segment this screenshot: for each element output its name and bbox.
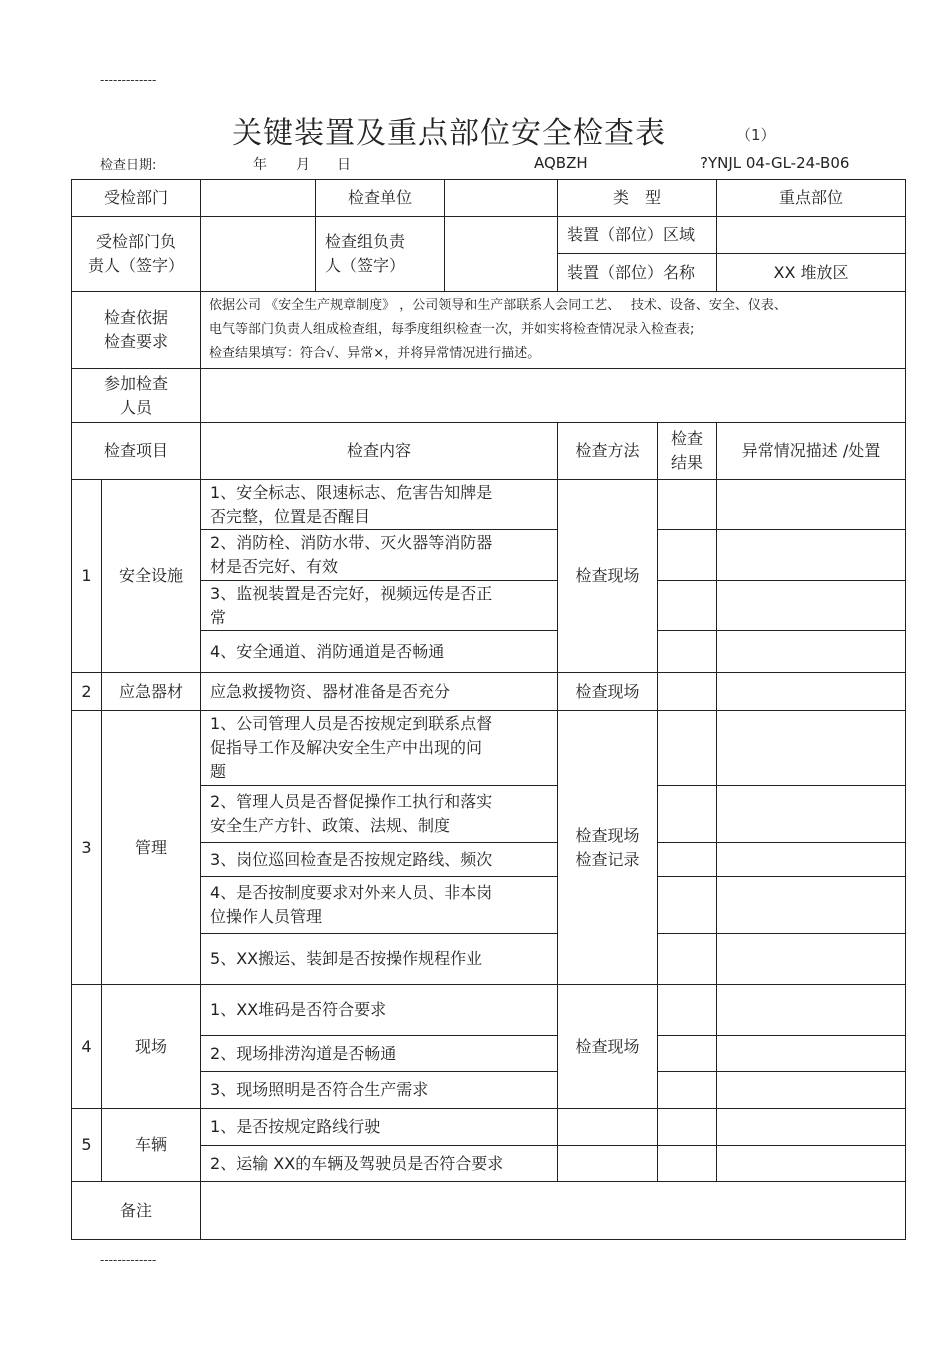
section-name: 管理 bbox=[102, 711, 201, 985]
abnormal-cell[interactable] bbox=[717, 673, 906, 711]
result-cell[interactable] bbox=[658, 631, 717, 673]
section-number: 1 bbox=[72, 480, 102, 673]
abnormal-cell[interactable] bbox=[717, 934, 906, 985]
check-item: 4、安全通道、消防通道是否畅通 bbox=[201, 631, 558, 673]
basis-text bbox=[201, 292, 906, 369]
month-label: 月 bbox=[296, 157, 310, 173]
result-cell[interactable] bbox=[658, 1109, 717, 1146]
check-item: 应急救援物资、器材准备是否充分 bbox=[201, 673, 558, 711]
participants-value-cell[interactable] bbox=[201, 369, 906, 423]
group-head-signature-cell[interactable] bbox=[445, 217, 558, 292]
basis-line: 依据公司 《安全生产规章制度》 ，公司领导和生产部联系人会同工艺、 技术、设备、安全、仪表、 bbox=[209, 298, 787, 313]
abnormal-cell[interactable] bbox=[717, 786, 906, 843]
name-value: XX 堆放区 bbox=[717, 254, 906, 292]
col-header-item: 检查项目 bbox=[72, 423, 201, 480]
result-cell[interactable] bbox=[658, 1072, 717, 1109]
result-cell[interactable] bbox=[658, 1036, 717, 1072]
abnormal-cell[interactable] bbox=[717, 480, 906, 530]
dept-head-label: 受检部门负 责人（签字） bbox=[72, 217, 201, 292]
check-item: 3、现场照明是否符合生产需求 bbox=[201, 1072, 558, 1109]
result-cell[interactable] bbox=[658, 530, 717, 581]
result-cell[interactable] bbox=[658, 581, 717, 631]
record-number: ?YNJL 04-GL-24-B06 bbox=[700, 154, 850, 172]
check-item: 2、现场排涝沟道是否畅通 bbox=[201, 1036, 558, 1072]
section-name: 现场 bbox=[102, 985, 201, 1109]
group-head-label: 检查组负责 人（签字） bbox=[316, 217, 445, 292]
basis-line: 电气等部门负责人组成检查组，每季度组织检查一次，并如实将检查情况录入检查表; bbox=[209, 322, 695, 337]
check-item: 2、运输 XX的车辆及驾驶员是否符合要求 bbox=[201, 1146, 558, 1182]
abnormal-cell[interactable] bbox=[717, 1109, 906, 1146]
result-cell[interactable] bbox=[658, 877, 717, 934]
date-label: 检查日期: bbox=[100, 158, 157, 173]
abnormal-cell[interactable] bbox=[717, 1036, 906, 1072]
result-cell[interactable] bbox=[658, 1146, 717, 1182]
col-header-abnormal: 异常情况描述 /处置 bbox=[717, 423, 906, 480]
check-item: 1、安全标志、限速标志、危害告知牌是 否完整，位置是否醒目 bbox=[201, 480, 558, 530]
check-item: 1、XX堆码是否符合要求 bbox=[201, 985, 558, 1036]
check-method-cell[interactable] bbox=[558, 1109, 658, 1146]
top-separator: ------------- bbox=[100, 73, 157, 87]
participants-label: 参加检查 人员 bbox=[72, 369, 201, 423]
abnormal-cell[interactable] bbox=[717, 1146, 906, 1182]
result-cell[interactable] bbox=[658, 673, 717, 711]
abnormal-cell[interactable] bbox=[717, 877, 906, 934]
section-number: 2 bbox=[72, 673, 102, 711]
dept-value-cell[interactable] bbox=[201, 180, 316, 217]
title-suffix: （1） bbox=[736, 126, 776, 144]
result-cell[interactable] bbox=[658, 985, 717, 1036]
result-cell[interactable] bbox=[658, 480, 717, 530]
check-item: 3、岗位巡回检查是否按规定路线、频次 bbox=[201, 843, 558, 877]
section-name: 应急器材 bbox=[102, 673, 201, 711]
abnormal-cell[interactable] bbox=[717, 843, 906, 877]
check-method: 检查现场 bbox=[558, 673, 658, 711]
type-value: 重点部位 bbox=[717, 180, 906, 217]
page-title: 关键装置及重点部位安全检查表 bbox=[232, 116, 666, 151]
check-item: 1、是否按规定路线行驶 bbox=[201, 1109, 558, 1146]
section-name: 车辆 bbox=[102, 1109, 201, 1182]
form-code: AQBZH bbox=[534, 154, 588, 172]
result-cell[interactable] bbox=[658, 934, 717, 985]
remarks-value-cell[interactable] bbox=[201, 1182, 906, 1240]
col-header-content: 检查内容 bbox=[201, 423, 558, 480]
result-cell[interactable] bbox=[658, 786, 717, 843]
abnormal-cell[interactable] bbox=[717, 711, 906, 786]
year-label: 年 bbox=[253, 157, 267, 173]
inspection-table bbox=[71, 179, 906, 1240]
col-header-result: 检查 结果 bbox=[658, 423, 717, 480]
col-header-method: 检查方法 bbox=[558, 423, 658, 480]
section-number: 5 bbox=[72, 1109, 102, 1182]
area-label: 装置（部位）区域 bbox=[558, 217, 717, 254]
abnormal-cell[interactable] bbox=[717, 1072, 906, 1109]
unit-value-cell[interactable] bbox=[445, 180, 558, 217]
abnormal-cell[interactable] bbox=[717, 631, 906, 673]
check-method-cell[interactable] bbox=[558, 1146, 658, 1182]
section-name: 安全设施 bbox=[102, 480, 201, 673]
name-label: 装置（部位）名称 bbox=[558, 254, 717, 292]
section-number: 3 bbox=[72, 711, 102, 985]
day-label: 日 bbox=[337, 157, 351, 173]
check-item: 4、是否按制度要求对外来人员、非本岗 位操作人员管理 bbox=[201, 877, 558, 934]
basis-label: 检查依据 检查要求 bbox=[72, 292, 201, 369]
check-item: 5、XX搬运、装卸是否按操作规程作业 bbox=[201, 934, 558, 985]
abnormal-cell[interactable] bbox=[717, 530, 906, 581]
check-item: 3、监视装置是否完好，视频远传是否正 常 bbox=[201, 581, 558, 631]
check-item: 1、公司管理人员是否按规定到联系点督 促指导工作及解决安全生产中出现的问 题 bbox=[201, 711, 558, 786]
type-label: 类 型 bbox=[558, 180, 717, 217]
bottom-separator: ------------- bbox=[100, 1253, 157, 1267]
unit-label: 检查单位 bbox=[316, 180, 445, 217]
remarks-label: 备注 bbox=[72, 1182, 201, 1240]
abnormal-cell[interactable] bbox=[717, 581, 906, 631]
result-cell[interactable] bbox=[658, 711, 717, 786]
check-item: 2、管理人员是否督促操作工执行和落实 安全生产方针、政策、法规、制度 bbox=[201, 786, 558, 843]
basis-line: 检查结果填写：符合√、异常×，并将异常情况进行描述。 bbox=[209, 346, 541, 361]
check-method: 检查现场 检查记录 bbox=[558, 711, 658, 985]
check-method: 检查现场 bbox=[558, 480, 658, 673]
check-method: 检查现场 bbox=[558, 985, 658, 1109]
result-cell[interactable] bbox=[658, 843, 717, 877]
dept-label: 受检部门 bbox=[72, 180, 201, 217]
dept-head-signature-cell[interactable] bbox=[201, 217, 316, 292]
section-number: 4 bbox=[72, 985, 102, 1109]
check-item: 2、消防栓、消防水带、灭火器等消防器 材是否完好、有效 bbox=[201, 530, 558, 581]
area-value-cell[interactable] bbox=[717, 217, 906, 254]
abnormal-cell[interactable] bbox=[717, 985, 906, 1036]
